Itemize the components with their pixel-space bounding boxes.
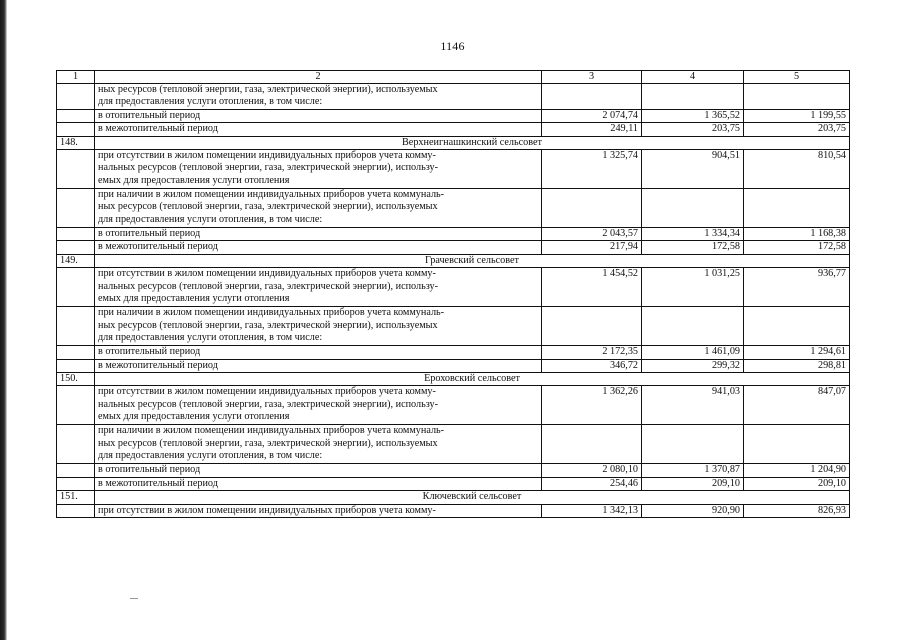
value-cell: 299,32 [642, 359, 744, 372]
value-cell: 209,10 [744, 477, 850, 490]
description-cell [95, 189, 542, 228]
description-cell: в отопительный период [95, 228, 542, 241]
value-cell: 1 454,52 [542, 268, 642, 307]
value-cell: 1 325,74 [542, 150, 642, 189]
description-cell: в отопительный период [95, 109, 542, 122]
value-cell: 254,46 [542, 477, 642, 490]
description-cell [95, 307, 542, 346]
number-cell [57, 241, 95, 254]
text-line: нальных ресурсов (тепловой энергии, газа, электрической энергии), использу- [98, 280, 439, 292]
table-row-section-header [57, 491, 850, 504]
value-cell: 810,54 [744, 150, 850, 189]
value-cell: 203,75 [642, 123, 744, 136]
value-cell: 920,90 [642, 504, 744, 517]
number-cell [57, 228, 95, 241]
table-row-continuation-intro [57, 84, 850, 110]
description-cell: в межотопительный период [95, 359, 542, 372]
section-number-cell: 151. [57, 491, 95, 504]
value-cell: 2 172,35 [542, 346, 642, 359]
value-cell [642, 84, 744, 110]
value-cell: 847,07 [744, 386, 850, 425]
value-cell [744, 307, 850, 346]
scan-left-edge [0, 0, 7, 640]
value-cell: 1 370,87 [642, 464, 744, 477]
value-cell: 249,11 [542, 123, 642, 136]
text-line: ных ресурсов (тепловой энергии, газа, электрической энергии), используемых [98, 437, 438, 449]
table-row-without-meters [57, 386, 850, 425]
value-cell [542, 307, 642, 346]
table-row-without-meters [57, 268, 850, 307]
description-cell: в межотопительный период [95, 241, 542, 254]
text-line: для предоставления услуги отопления, в том числе: [98, 332, 323, 344]
table-row-section-header [57, 136, 850, 149]
table-row-heating [57, 346, 850, 359]
value-cell: 1 294,61 [744, 346, 850, 359]
value-cell [642, 189, 744, 228]
municipality-name: Грачевский сельсовет [95, 254, 850, 267]
number-cell [57, 425, 95, 464]
table-row-offheating [57, 241, 850, 254]
number-cell [57, 386, 95, 425]
value-cell: 346,72 [542, 359, 642, 372]
column-header: 4 [642, 71, 744, 84]
column-header: 2 [95, 71, 542, 84]
municipality-name: Верхнеигнашкинский сельсовет [95, 136, 850, 149]
value-cell: 1 342,13 [542, 504, 642, 517]
number-cell [57, 346, 95, 359]
text-line: ных ресурсов (тепловой энергии, газа, электрической энергии), используемых [98, 319, 438, 331]
text-line: при отсутствии в жилом помещении индивидуальных приборов учета комму- [98, 386, 436, 398]
text-line: для предоставления услуги отопления, в том числе: [98, 213, 323, 225]
number-cell [57, 268, 95, 307]
number-cell [57, 123, 95, 136]
description-cell: в отопительный период [95, 464, 542, 477]
value-cell: 172,58 [744, 241, 850, 254]
table-row-offheating [57, 359, 850, 372]
column-header: 1 [57, 71, 95, 84]
value-cell [642, 425, 744, 464]
value-cell: 209,10 [642, 477, 744, 490]
text-line: при отсутствии в жилом помещении индивидуальных приборов учета комму- [98, 268, 436, 280]
text-line: при отсутствии в жилом помещении индивидуальных приборов учета комму- [98, 150, 436, 162]
value-cell: 1 168,38 [744, 228, 850, 241]
number-cell [57, 477, 95, 490]
value-cell: 172,58 [642, 241, 744, 254]
table-row-heating [57, 109, 850, 122]
table-row-offheating [57, 477, 850, 490]
table-row-section-header [57, 373, 850, 386]
value-cell: 941,03 [642, 386, 744, 425]
value-cell: 936,77 [744, 268, 850, 307]
value-cell [642, 307, 744, 346]
value-cell [542, 425, 642, 464]
column-header: 3 [542, 71, 642, 84]
number-cell [57, 150, 95, 189]
value-cell: 298,81 [744, 359, 850, 372]
number-cell [57, 109, 95, 122]
page-number: 1146 [440, 39, 465, 53]
value-cell [744, 189, 850, 228]
value-cell: 1 199,55 [744, 109, 850, 122]
value-cell [744, 425, 850, 464]
tariff-table [56, 70, 850, 518]
value-cell: 1 362,26 [542, 386, 642, 425]
value-cell: 1 461,09 [642, 346, 744, 359]
scan-speck [130, 598, 138, 599]
text-line: при наличии в жилом помещении индивидуальных приборов учета коммуналь- [98, 307, 445, 319]
text-line: для предоставления услуги отопления, в том числе: [98, 450, 323, 462]
text-line: емых для предоставления услуги отопления [98, 411, 290, 423]
section-number-cell: 148. [57, 136, 95, 149]
number-cell [57, 84, 95, 110]
value-cell [542, 189, 642, 228]
municipality-name: Ключевский сельсовет [95, 491, 850, 504]
value-cell [542, 84, 642, 110]
number-cell [57, 189, 95, 228]
number-cell [57, 504, 95, 517]
text-line: ных ресурсов (тепловой энергии, газа, электрической энергии), используемых [98, 201, 438, 213]
table-row-offheating [57, 123, 850, 136]
number-cell [57, 307, 95, 346]
description-cell: в межотопительный период [95, 123, 542, 136]
table-row-heating [57, 228, 850, 241]
table-row-with-meters [57, 425, 850, 464]
table-header-row [57, 71, 850, 84]
value-cell: 826,93 [744, 504, 850, 517]
table-row-without-meters [57, 150, 850, 189]
section-number-cell: 149. [57, 254, 95, 267]
description-cell: при отсутствии в жилом помещении индивидуальных приборов учета комму- [95, 504, 542, 517]
municipality-name: Ероховский сельсовет [95, 373, 850, 386]
description-cell [95, 84, 542, 110]
description-cell: в межотопительный период [95, 477, 542, 490]
value-cell: 1 334,34 [642, 228, 744, 241]
value-cell: 1 031,25 [642, 268, 744, 307]
section-number-cell: 150. [57, 373, 95, 386]
description-cell [95, 150, 542, 189]
text-line: нальных ресурсов (тепловой энергии, газа, электрической энергии), использу- [98, 162, 439, 174]
description-cell [95, 268, 542, 307]
description-cell [95, 425, 542, 464]
value-cell: 2 074,74 [542, 109, 642, 122]
text-line: емых для предоставления услуги отопления [98, 174, 290, 186]
value-cell: 1 365,52 [642, 109, 744, 122]
table-row-with-meters [57, 189, 850, 228]
value-cell: 2 080,10 [542, 464, 642, 477]
text-line: нальных ресурсов (тепловой энергии, газа, электрической энергии), использу- [98, 398, 439, 410]
table-row-section-header [57, 254, 850, 267]
text-line: при наличии в жилом помещении индивидуальных приборов учета коммуналь- [98, 425, 445, 437]
value-cell: 203,75 [744, 123, 850, 136]
value-cell: 2 043,57 [542, 228, 642, 241]
value-cell: 217,94 [542, 241, 642, 254]
text-line: емых для предоставления услуги отопления [98, 293, 290, 305]
text-line: ных ресурсов (тепловой энергии, газа, электрической энергии), используемых [98, 84, 438, 95]
table-row-with-meters [57, 307, 850, 346]
number-cell [57, 464, 95, 477]
description-cell [95, 386, 542, 425]
table-row-without-meters [57, 504, 850, 517]
value-cell: 904,51 [642, 150, 744, 189]
description-cell: в отопительный период [95, 346, 542, 359]
table-row-heating [57, 464, 850, 477]
value-cell: 1 204,90 [744, 464, 850, 477]
column-header: 5 [744, 71, 850, 84]
text-line: при наличии в жилом помещении индивидуальных приборов учета коммуналь- [98, 189, 445, 201]
number-cell [57, 359, 95, 372]
text-line: для предоставления услуги отопления, в том числе: [98, 96, 323, 108]
value-cell [744, 84, 850, 110]
